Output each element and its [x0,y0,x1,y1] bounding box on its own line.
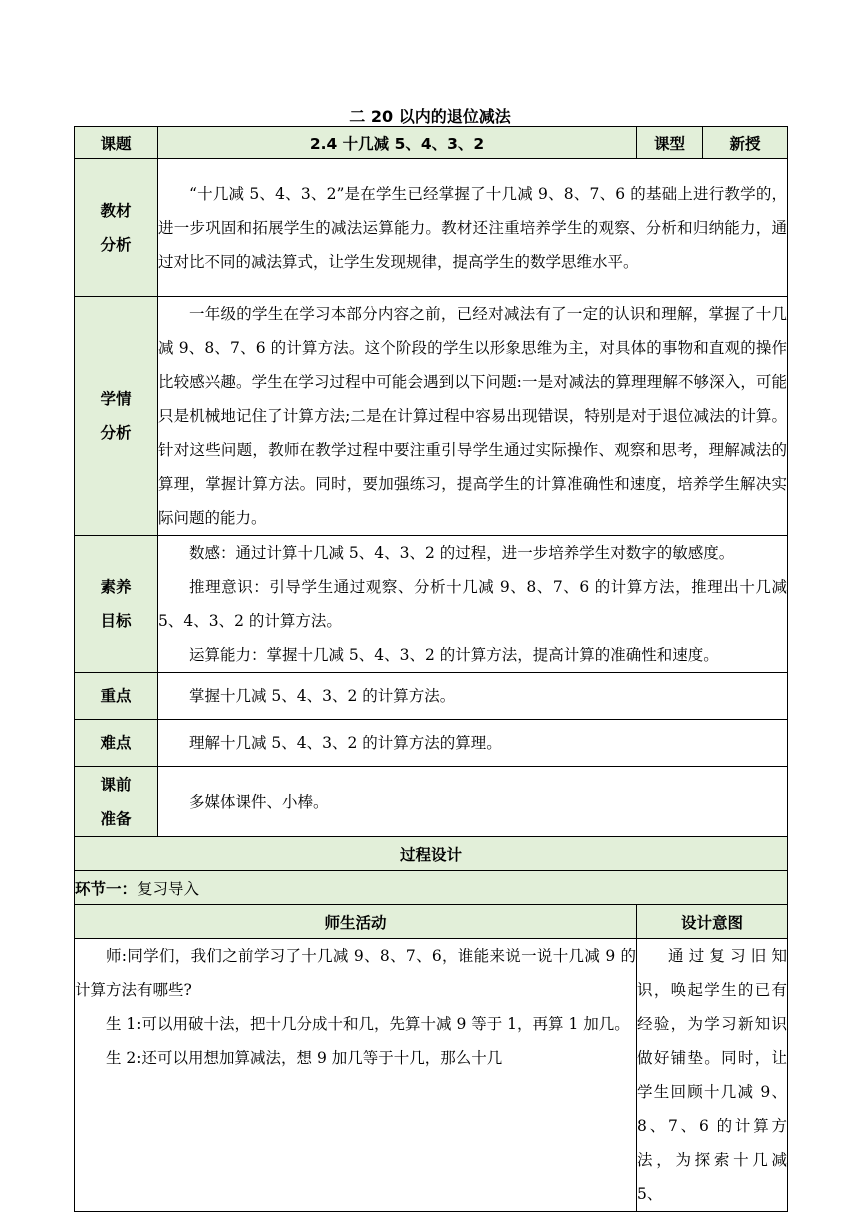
step1-label: 环节一： [75,879,138,898]
activity-cell [75,939,637,1212]
preparation-text: 多媒体课件、小棒。 [158,767,788,837]
difficulty-label: 难点 [75,720,158,767]
difficulty-row [75,720,788,767]
difficulty-text: 理解十几减 5、4、3、2 的计算方法的算理。 [158,720,788,767]
preparation-row [75,767,788,837]
step1-heading [75,871,788,905]
student-analysis-label-line1: 学情 [100,390,132,408]
student-analysis-text: 一年级的学生在学习本部分内容之前，已经对减法有了一定的认识和理解，掌握了十几减 9、8、7、6 的计算方法。这个阶段的学生以形象思维为主，对具体的事物和直观的操作比较感兴趣。学生在学习过程中可能会遇到以下问题:一是对减法的算理理解不够深入，可能只是机械地记住了计算方法;二是在计算过程中容易出现错误，特别是对于退位减法的计算。针对这些问题，教师在教学过程中要注重引导学生通过实际操作、观察和思考，理解减法的算理，掌握计算方法。同时，要加强练习，提高学生的计算准确性和速度，培养学生解决实际问题的能力。 [158,297,788,536]
key-point-row [75,673,788,720]
literacy-goals-row [75,536,788,673]
process-content-row [75,939,788,1212]
textbook-analysis-text: “十几减 5、4、3、2”是在学生已经掌握了十几减 9、8、7、6 的基础上进行教学的，进一步巩固和拓展学生的减法运算能力。教材还注重培养学生的观察、分析和归纳能力，通过对比不同的减法算式，让学生发现规律，提高学生的数学思维水平。 [158,159,788,297]
key-point-label: 重点 [75,673,158,720]
textbook-analysis-label-line2: 分析 [100,235,132,254]
literacy-goals-text [158,536,788,673]
process-title-row [75,837,788,871]
process-title: 过程设计 [75,837,788,871]
preparation-label [75,767,158,837]
topic-value: 2.4 十几减 5、4、3、2 [158,127,637,159]
textbook-analysis-label [75,159,158,297]
activity-paragraph: 师:同学们，我们之前学习了十几减 9、8、7、6，谁能来说一说十几减 9 的计算方法有哪些? [75,947,637,999]
activity-paragraph: 生 1:可以用破十法，把十几分成十和几，先算十减 9 等于 1，再算 1 加几。 [106,1015,630,1033]
page-title: 二 20 以内的退位减法 [349,107,511,126]
goal-item: 推理意识：引导学生通过观察、分析十几减 9、8、7、6 的计算方法，推理出十几减 5、4、3、2 的计算方法。 [158,578,788,630]
textbook-analysis-label-line1: 教材 [100,201,132,220]
activity-column-header: 师生活动 [75,905,637,939]
process-columns-row [75,905,788,939]
goal-item: 运算能力：掌握十几减 5、4、3、2 的计算方法，提高计算的准确性和速度。 [189,646,719,664]
textbook-analysis-row [75,159,788,297]
intent-cell: 通过复习旧知识，唤起学生的已有经验，为学习新知识做好铺垫。同时，让学生回顾十几减 9、8、7、6 的计算方法，为探索十几减 5、 [637,939,788,1212]
student-analysis-row [75,297,788,536]
topic-label: 课题 [75,127,158,159]
header-row [75,127,788,159]
student-analysis-label-line2: 分析 [100,424,132,442]
goal-item: 数感：通过计算十几减 5、4、3、2 的过程，进一步培养学生对数字的敏感度。 [189,544,735,562]
step1-row [75,871,788,905]
activity-paragraph: 生 2:还可以用想加算减法，想 9 加几等于十几，那么十几 [106,1049,503,1067]
preparation-label-line2: 准备 [100,809,132,828]
intent-column-header: 设计意图 [637,905,788,939]
key-point-text: 掌握十几减 5、4、3、2 的计算方法。 [158,673,788,720]
literacy-goals-label [75,536,158,673]
literacy-goals-label-line2: 目标 [100,612,132,630]
student-analysis-label [75,297,158,536]
step1-name: 复习导入 [137,879,200,898]
type-value: 新授 [703,127,788,159]
lesson-plan-table [74,126,788,1212]
type-label: 课型 [637,127,703,159]
preparation-label-line1: 课前 [100,775,132,794]
literacy-goals-label-line1: 素养 [100,578,132,596]
